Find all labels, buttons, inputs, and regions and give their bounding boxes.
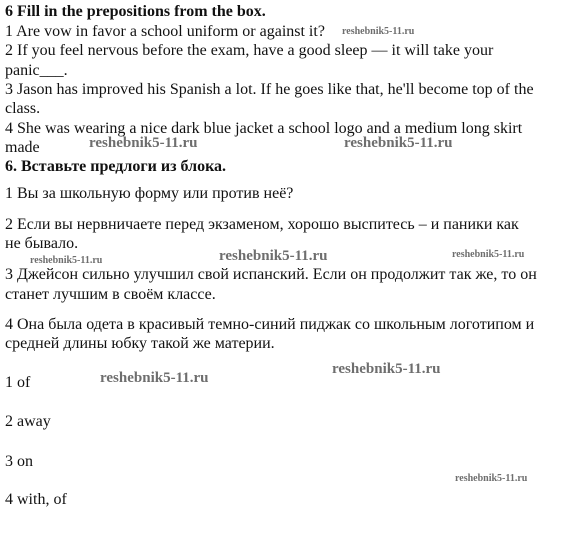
english-line-7: made	[5, 139, 40, 156]
watermark: reshebnik5-11.ru	[89, 135, 198, 151]
english-line-4: 3 Jason has improved his Spanish a lot. If he goes like that, he'll become top of the	[5, 81, 534, 98]
watermark: reshebnik5-11.ru	[452, 249, 525, 260]
russian-line-4: 3 Джейсон сильно улучшил свой испанский. Если он продолжит так же, то он	[5, 266, 537, 283]
english-heading: 6 Fill in the prepositions from the box.	[5, 3, 266, 20]
answer-2: 2 away	[5, 413, 51, 430]
russian-line-5: станет лучшим в своём классе.	[5, 286, 216, 303]
watermark: reshebnik5-11.ru	[455, 473, 528, 484]
watermark: reshebnik5-11.ru	[332, 361, 441, 377]
answer-3: 3 on	[5, 453, 33, 470]
russian-line-7: средней длины юбку такой же материи.	[5, 335, 275, 352]
watermark: reshebnik5-11.ru	[344, 135, 453, 151]
english-line-3: panic___.	[5, 62, 68, 79]
watermark: reshebnik5-11.ru	[219, 248, 328, 264]
english-line-1: 1 Are vow in favor a school uniform or against it?	[5, 23, 325, 40]
russian-line-2: 2 Если вы нервничаете перед экзаменом, хорошо выспитесь – и паники как	[5, 216, 519, 233]
answer-1: 1 of	[5, 374, 31, 391]
russian-line-3: не бывало.	[5, 235, 79, 252]
english-line-2: 2 If you feel nervous before the exam, have a good sleep — it will take your	[5, 42, 494, 59]
russian-heading: 6. Вставьте предлоги из блока.	[5, 158, 227, 175]
watermark: reshebnik5-11.ru	[100, 370, 209, 386]
watermark: reshebnik5-11.ru	[342, 26, 415, 37]
watermark: reshebnik5-11.ru	[30, 255, 103, 266]
russian-line-1: 1 Вы за школьную форму или против неё?	[5, 185, 294, 202]
answer-4: 4 with, of	[5, 491, 67, 508]
russian-line-6: 4 Она была одета в красивый темно-синий пиджак со школьным логотипом и	[5, 316, 535, 333]
english-line-6: 4 She was wearing a nice dark blue jacket a school logo and a medium long skirt	[5, 120, 523, 137]
english-line-5: class.	[5, 100, 41, 117]
